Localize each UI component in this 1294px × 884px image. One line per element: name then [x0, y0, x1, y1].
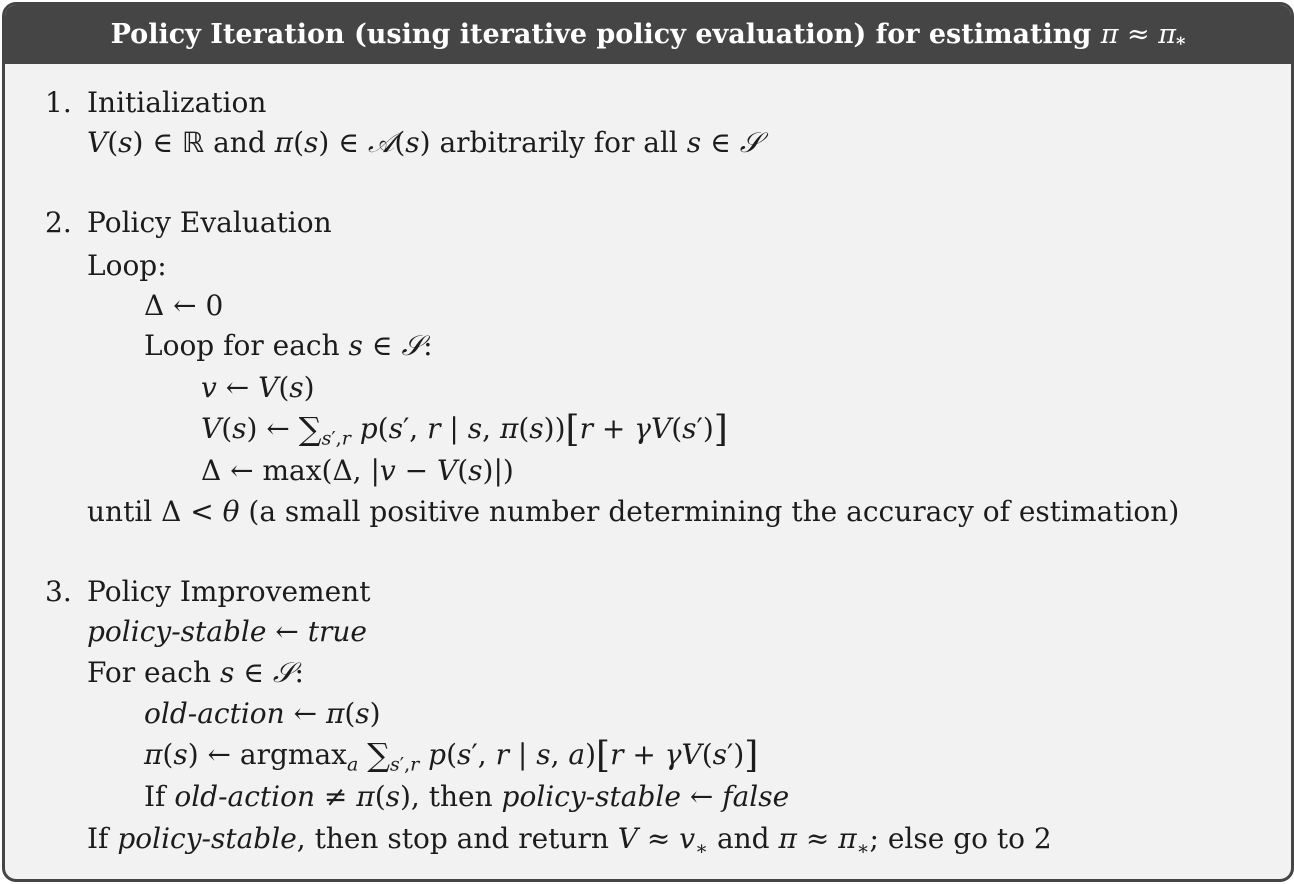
- for-each-line: For each s ∈ 𝒮:: [87, 656, 304, 689]
- delta-update-line: Δ ← max(Δ, |v − V(s)|): [201, 454, 514, 487]
- step-3-label: Policy Improvement: [87, 575, 371, 608]
- until-word: until: [87, 495, 153, 528]
- step-1-number: 1.: [45, 86, 72, 119]
- argmax-line: π(s) ← argmax$_a$ $\sum_{s',r}$ p(s′, r | s, a)[r + γV(s′)]: [144, 735, 759, 776]
- loop-for-each-text: Loop for each: [144, 329, 340, 362]
- step-1-heading: [45, 84, 266, 122]
- until-line: until Δ < θ (a small positive number determining the accuracy of estimation): [87, 495, 1180, 528]
- final-check-line: If policy-stable, then stop and return $V \approx v_∗$ and $\pi \approx \pi_∗$; else go to 2: [87, 822, 1052, 860]
- init-line: V(s) ∈ ℝ and π(s) ∈ 𝒜(s) arbitrarily for all s ∈ 𝒮: [87, 126, 762, 159]
- algorithm-box: [2, 2, 1294, 882]
- header-title: Policy Iteration (using iterative policy evaluation) for estimating: [110, 19, 1092, 50]
- bellman-update-line: V(s) ← $\sum_{s',r}$ p(s′, r | s, π(s))[r + γV(s′)]: [201, 409, 728, 450]
- step-3-number: 3.: [45, 575, 72, 608]
- step-2-label: Policy Evaluation: [87, 206, 332, 239]
- step-2-number: 2.: [45, 206, 72, 239]
- delta-reset-line: Δ ← 0: [144, 289, 224, 322]
- if-changed-line: If old-action ≠ π(s), then policy-stable ← false: [144, 780, 790, 813]
- old-action-line: old-action ← π(s): [144, 697, 381, 730]
- algorithm-header: [5, 5, 1291, 64]
- for-each-text: For each: [87, 656, 212, 689]
- v-assign-line: v ← V(s): [201, 371, 315, 404]
- loop-for-each-line: Loop for each s ∈ 𝒮:: [144, 329, 433, 362]
- policy-stable-init-line: policy-stable ← true: [87, 615, 367, 648]
- header-title-sub: *: [1175, 33, 1186, 55]
- arbitrarily-text: arbitrarily for all: [439, 126, 678, 159]
- step-2-heading: [45, 204, 332, 242]
- step-1-label: Initialization: [87, 86, 267, 119]
- loop-label: Loop:: [87, 249, 167, 282]
- step-3-heading: [45, 573, 370, 611]
- until-note: (a small positive number determining the accuracy of estimation): [248, 495, 1180, 528]
- header-title-math: π ≈ π: [1100, 19, 1176, 50]
- and-word: and: [213, 126, 266, 159]
